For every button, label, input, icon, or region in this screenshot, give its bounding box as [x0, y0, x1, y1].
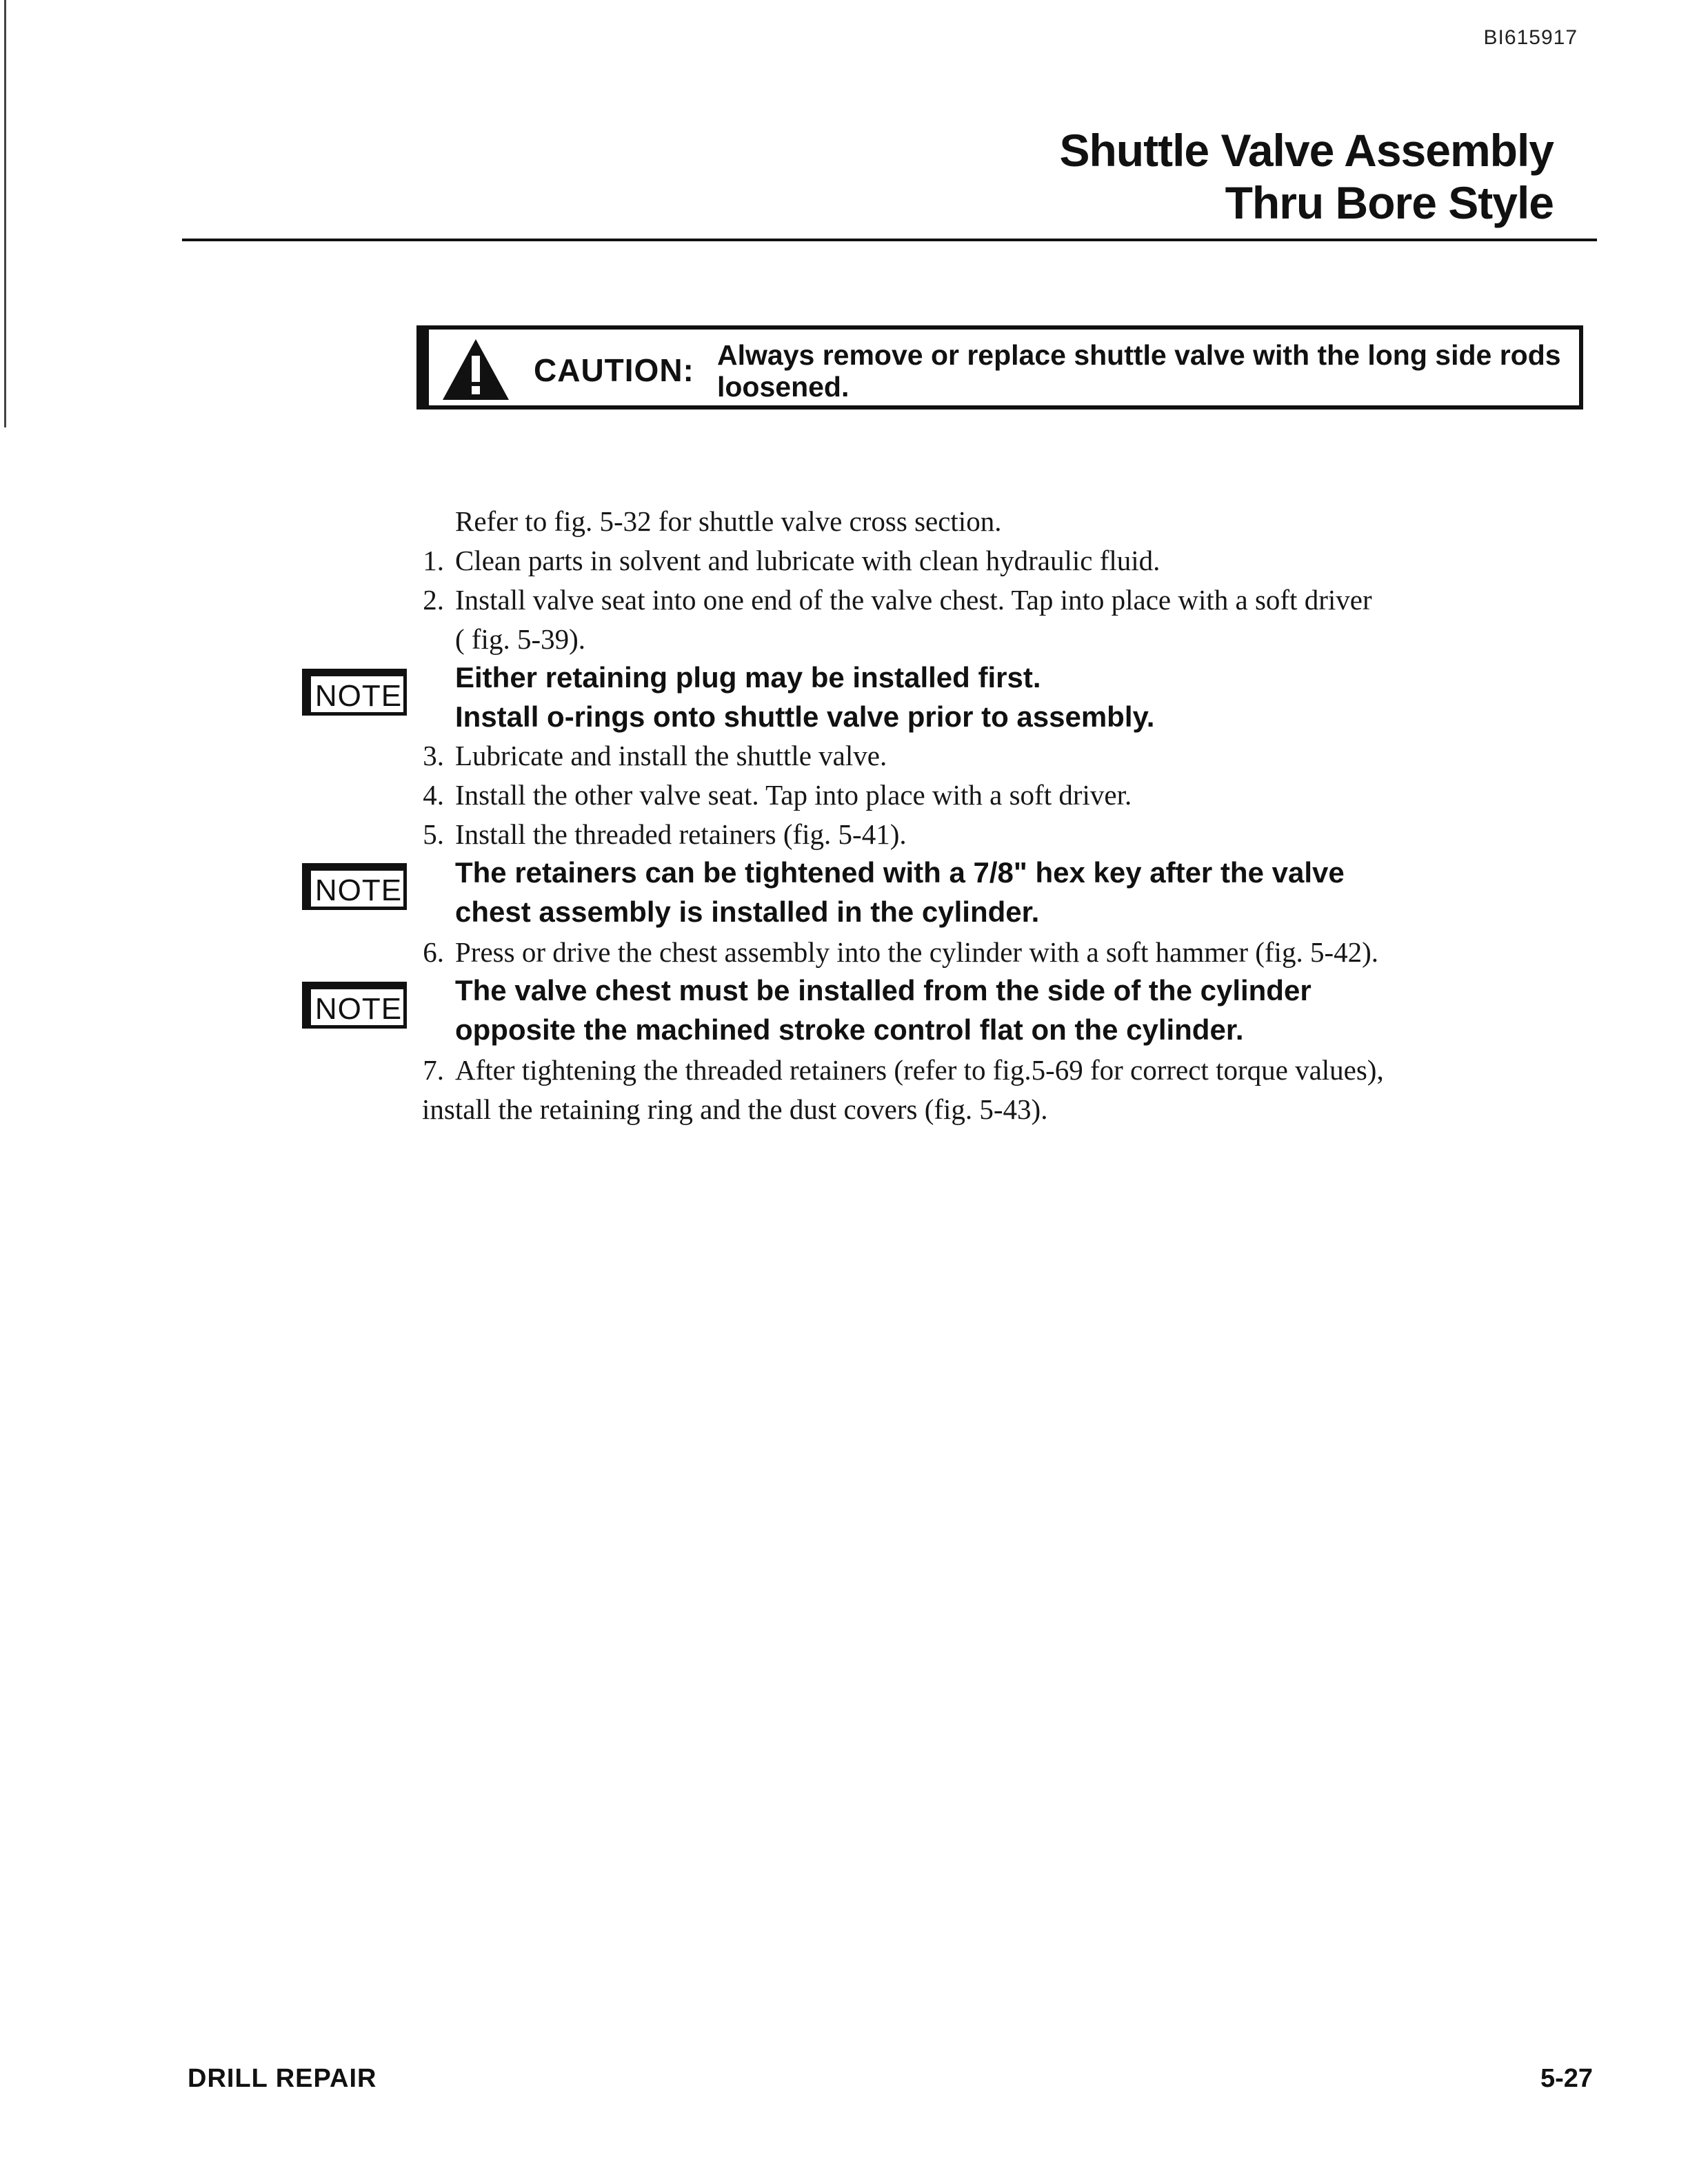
- note-badge: [302, 982, 407, 1029]
- page-title: [1059, 124, 1554, 229]
- step-number: 3.: [423, 740, 444, 771]
- note-badge-label: NOTE: [314, 679, 403, 713]
- caution-label: CAUTION:: [534, 352, 694, 388]
- step-text-continued: install the retaining ring and the dust covers (fig. 5-43).: [422, 1093, 1048, 1125]
- note-line: Either retaining plug may be installed first.: [455, 661, 1041, 694]
- note-line: The valve chest must be installed from the side of the cylinder: [455, 974, 1312, 1007]
- note-line: Install o-rings onto shuttle valve prior to assembly.: [455, 700, 1155, 733]
- scan-margin-line: [4, 0, 6, 427]
- note-line: The retainers can be tightened with a 7/8" hex key after the valve: [455, 856, 1345, 889]
- note-text: [455, 971, 1312, 1049]
- note-text: [455, 853, 1345, 931]
- caution-text: Always remove or replace shuttle valve with the long side rods loosened.: [717, 339, 1561, 403]
- caution-box: [416, 325, 1583, 410]
- step-text: After tightening the threaded retainers (refer to fig.5-69 for correct torque values),: [455, 1054, 1384, 1086]
- step-number: 4.: [423, 779, 444, 811]
- note-line: opposite the machined stroke control flat on the cylinder.: [455, 1013, 1244, 1046]
- step-number: 6.: [423, 936, 444, 968]
- step-text: Install valve seat into one end of the valve chest. Tap into place with a soft driver: [455, 584, 1372, 616]
- footer-section-title: DRILL REPAIR: [188, 2064, 377, 2093]
- step-number: 1.: [423, 545, 444, 576]
- step-text-continued: ( fig. 5-39).: [455, 623, 586, 655]
- step-text: Lubricate and install the shuttle valve.: [455, 740, 887, 771]
- step-text: Clean parts in solvent and lubricate with clean hydraulic fluid.: [455, 545, 1160, 576]
- title-line-2: Thru Bore Style: [1225, 177, 1554, 228]
- note-text: [455, 658, 1154, 736]
- note-badge: [302, 669, 407, 716]
- caution-box-bar: [421, 330, 429, 405]
- note-badge-label: NOTE: [314, 992, 403, 1026]
- note-badge: [302, 863, 407, 910]
- step-text: Install the other valve seat. Tap into place with a soft driver.: [455, 779, 1132, 811]
- step-text: Install the threaded retainers (fig. 5-41).: [455, 818, 907, 850]
- page-number: 5-27: [1540, 2064, 1593, 2093]
- title-divider: [182, 239, 1597, 241]
- intro-text: Refer to fig. 5-32 for shuttle valve cross section.: [455, 505, 1002, 537]
- step-number: 5.: [423, 818, 444, 850]
- warning-triangle-icon: [441, 338, 510, 401]
- step-number: 2.: [423, 584, 444, 616]
- document-id: BI615917: [1483, 26, 1578, 49]
- note-line: chest assembly is installed in the cylinder.: [455, 896, 1040, 928]
- step-number: 7.: [423, 1054, 444, 1086]
- step-text: Press or drive the chest assembly into the cylinder with a soft hammer (fig. 5-42).: [455, 936, 1379, 968]
- note-badge-label: NOTE: [314, 873, 403, 907]
- title-line-1: Shuttle Valve Assembly: [1059, 125, 1554, 176]
